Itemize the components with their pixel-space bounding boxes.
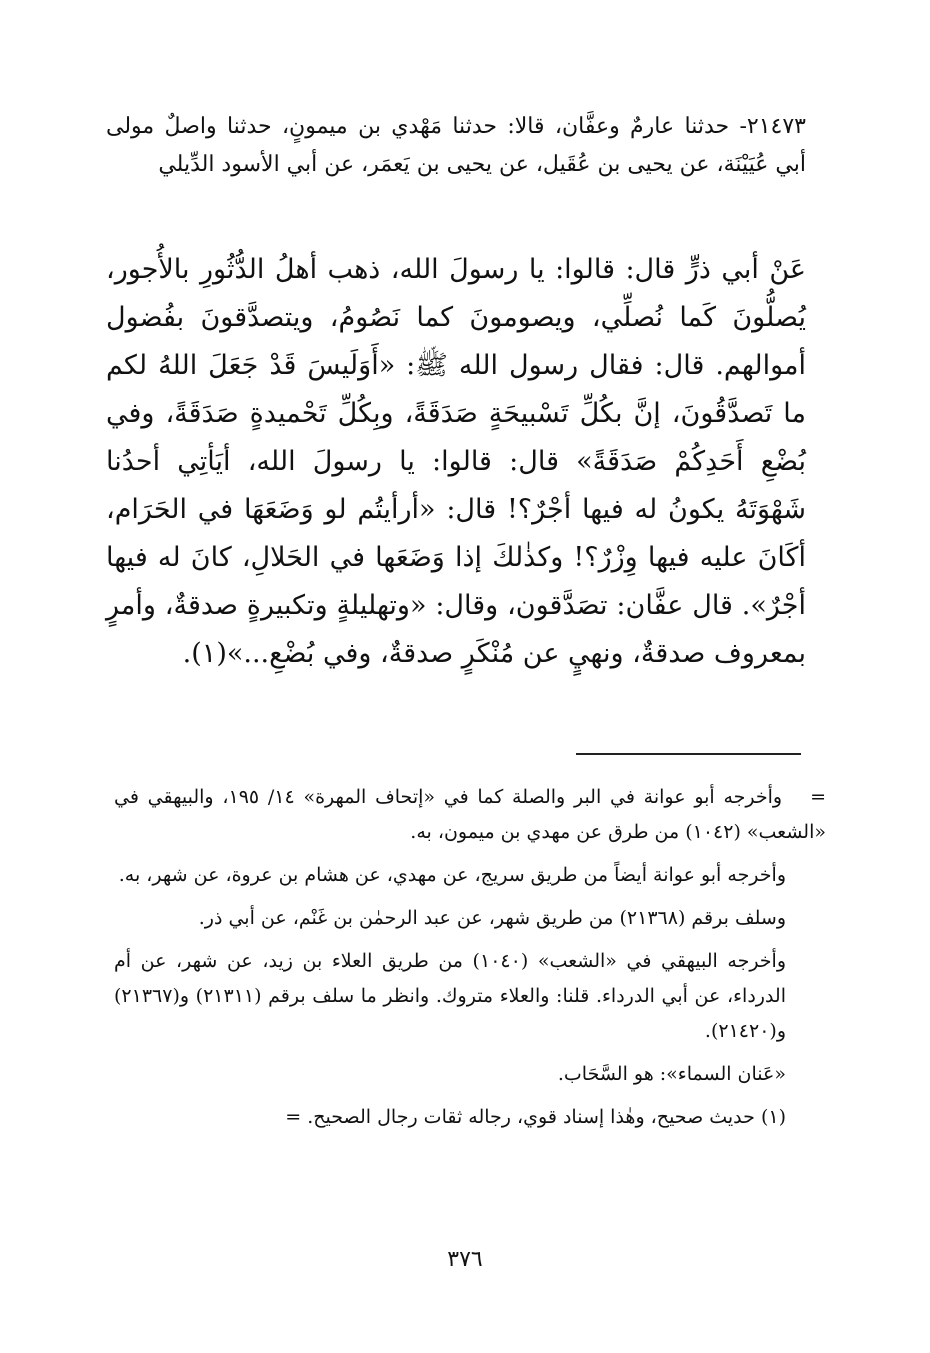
footnote-paragraph: وأخرجه أبو عوانة أيضاً من طريق سريج، عن مهدي، عن هشام بن عروة، عن شهر، به. [118, 864, 786, 886]
footnote-paragraph [114, 780, 826, 850]
footnote-paragraph: «عَنان السماء»: هو السَّحَاب. [557, 1063, 786, 1085]
footnote-paragraph: وأخرجه البيهقي في «الشعب» (١٠٤٠) من طريق العلاء بن زيد، عن شهر، عن أم الدرداء، عن أبي الدرداء. قلنا: والعلاء متروك. وانظر ما سلف برقم (٢١٣١١) و(٢١٣٦٧) و(٢١٤٢٠). [114, 950, 787, 1042]
continuation-marker: = [810, 786, 826, 808]
hadith-isnad: ٢١٤٧٣- حدثنا عارمٌ وعفَّان، قالا: حدثنا مَهْدي بن ميمونٍ، حدثنا واصلٌ مولى أبي عُيَيْنَة، عن يحيى بن عُقَيل، عن يحيى بن يَعمَر، عن أبي الأسود الدِّيلي [106, 114, 806, 177]
footnote-paragraph: وسلف برقم (٢١٣٦٨) من طريق شهر، عن عبد الرحمٰن بن غَنْم، عن أبي ذر. [198, 907, 786, 929]
page-number: ٣٧٦ [447, 1247, 483, 1272]
hadith-matn: عَنْ أبي ذرٍّ قال: قالوا: يا رسولَ الله، ذهب أهلُ الدُّثُورِ بالأُجور، يُصلُّونَ كَما نُصلِّي، ويصومونَ كما نَصُومُ، ويتصدَّقونَ بفُضول أموالهم. قال: فقال رسول الله ﷺ: «أَوَلَيسَ قَدْ جَعَلَ اللهُ لكم ما تَصدَّقُونَ، إنَّ بكُلِّ تَسْبيحَةٍ صَدَقَةً، وبِكُلِّ تَحْميدةٍ صَدَقَةً، وفي بُضْعِ أَحَدِكُمْ صَدَقَةً» قال: قالوا: يا رسولَ الله، أيَأتِي أحدُنا شَهْوَتَهُ يكونُ له فيها أجْرٌ؟! قال: «أرأيتُم لو وَضَعَهَا في الحَرَام، أكَانَ عليه فيها وِزْرٌ؟! وكذٰلكَ إذا وَضَعَها في الحَلالِ، كانَ له فيها أجْرٌ». قال عفَّان: تصَدَّقون، وقال: «وتهليلةٍ وتكبيرةٍ صدقةٌ، وأمرٍ بمعروف صدقةٌ، ونهيٍ عن مُنْكَرٍ صدقةٌ، وفي بُضْعِ...»(١). [106, 254, 807, 669]
footnote-paragraph: (١) حديث صحيح، وهٰذا إسناد قوي، رجاله ثقات رجال الصحيح. = [285, 1106, 786, 1128]
footnotes [114, 780, 826, 1143]
footnote-separator [576, 753, 801, 755]
footnote-text: وأخرجه أبو عوانة في البر والصلة كما في «إتحاف المهرة» ١٤/ ١٩٥، والبيهقي في «الشعب» (١٠٤٢) من طرق عن مهدي بن ميمون، به. [114, 786, 826, 843]
